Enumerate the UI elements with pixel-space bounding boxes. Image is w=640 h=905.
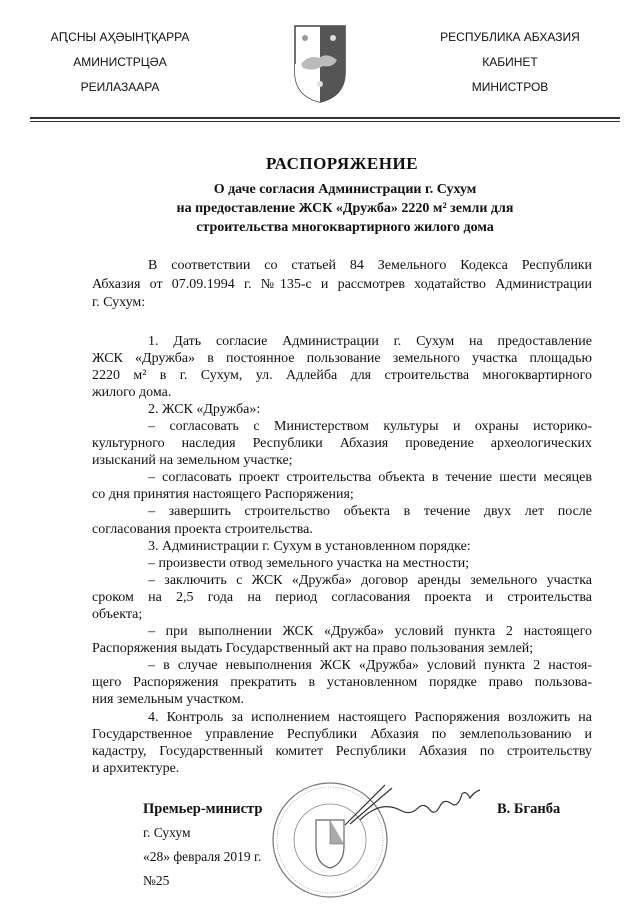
text-line: сроком на 2,5 года на период согласования проекта и строительства <box>92 589 592 605</box>
text-line: – произвести отвод земельного участка на местности; <box>148 555 470 571</box>
text-line: жилого дома. <box>92 384 172 400</box>
header-divider-thin <box>30 121 620 122</box>
text-line: со дня принятия настоящего Распоряжения; <box>92 487 354 503</box>
text-line: Абхазия от 07.09.1994 г. №135-с и рассмотрев ходатайство Администрации <box>92 276 592 292</box>
header-right-line: МИНИСТРОВ <box>471 80 549 94</box>
text-line: ния земельным участком. <box>92 692 245 708</box>
paragraph <box>92 538 592 555</box>
text-line: и архитектуре. <box>92 760 180 776</box>
signatory-name: В. Бганба <box>497 801 561 817</box>
text-line: – согласовать проект строительства объекта в течение шести месяцев <box>148 470 592 486</box>
text-line: щего Распоряжения прекратить в установленном порядке право пользова- <box>92 675 592 691</box>
paragraph <box>92 572 592 623</box>
subtitle-line: строительства многоквартирного жилого дома <box>196 220 494 235</box>
handwritten-signature <box>340 780 490 830</box>
header-left-line: АМИНИСТРЦӘА <box>73 55 167 69</box>
numbered-paragraphs <box>92 333 592 777</box>
text-line: 2220 м² в г. Сухум, ул. Адлейба для строительства многоквартирного <box>92 367 592 383</box>
text-line: 4. Контроль за исполнением настоящего Распоряжения возложить на <box>148 709 592 725</box>
text-line: согласования проекта строительства. <box>92 521 313 537</box>
paragraph <box>92 709 592 777</box>
paragraph <box>92 657 592 708</box>
text-line: культурного наследия Республики Абхазия проведение археологических <box>92 436 592 452</box>
document-subtitle <box>80 180 610 237</box>
document-date: «28» февраля 2019 г. <box>143 849 262 864</box>
text-line: – в случае невыполнения ЖСК «Дружба» условий пункта 2 настоя- <box>148 658 592 674</box>
text-line: ЖСК «Дружба» в постоянное пользование земельного участка площадью <box>92 350 592 366</box>
text-line: 2. ЖСК «Дружба»: <box>148 401 261 417</box>
text-line: – завершить строительство объекта в течение двух лет после <box>148 504 592 520</box>
text-line: В соответствии со статьей 84 Земельного Кодекса Республики <box>148 258 592 273</box>
subtitle-line: на предоставление ЖСК «Дружба» 2220 м² земли для <box>176 201 514 216</box>
paragraph <box>92 623 592 657</box>
text-line: Государственное управление Республики Абхазия по землепользованию и <box>92 726 592 742</box>
header-right-line: КАБИНЕТ <box>482 55 538 69</box>
header-left-line: АԤСНЫ АҲӘЫНҬҚАРРА <box>50 30 190 44</box>
header-right-block <box>410 28 610 103</box>
header-left-line: РЕИЛАЗААРА <box>80 80 160 94</box>
header-right-line: РЕСПУБЛИКА АБХАЗИЯ <box>440 30 580 44</box>
text-line: изысканий на земельном участке; <box>92 453 293 469</box>
document-body <box>92 257 592 777</box>
text-line: г. Сухум: <box>92 295 146 310</box>
document-title: РАСПОРЯЖЕНИЕ <box>265 154 419 173</box>
text-line: 3. Администрации г. Сухум в установленном порядке: <box>148 538 471 554</box>
text-line: 1. Дать согласие Администрации г. Сухум на предоставление <box>148 333 592 349</box>
intro-paragraph <box>92 257 592 313</box>
coat-of-arms-icon <box>293 24 347 104</box>
text-line: объекта; <box>92 607 143 622</box>
text-line: Распоряжения выдать Государственный акт на право пользования землей; <box>92 641 534 657</box>
subtitle-line: О даче согласия Администрации г. Сухум <box>213 182 477 197</box>
document-number: №25 <box>143 873 170 888</box>
header-left-block <box>20 28 220 103</box>
paragraph <box>92 333 592 401</box>
paragraph <box>92 469 592 503</box>
text-line: – согласовать с Министерством культуры и охраны историко- <box>148 418 592 434</box>
paragraph <box>92 503 592 537</box>
text-line: – заключить с ЖСК «Дружба» договор аренды земельного участка <box>148 572 592 588</box>
text-line: кадастру, Государственный комитет Республики Абхазия по строительству <box>92 743 592 759</box>
signatory-position: Премьер-министр <box>143 801 263 817</box>
text-line: – при выполнении ЖСК «Дружба» условий пункта 2 настоящего <box>148 624 592 640</box>
header-divider <box>30 117 620 119</box>
paragraph <box>92 555 592 572</box>
paragraph <box>92 401 592 418</box>
document-city: г. Сухум <box>143 825 191 840</box>
paragraph <box>92 418 592 469</box>
